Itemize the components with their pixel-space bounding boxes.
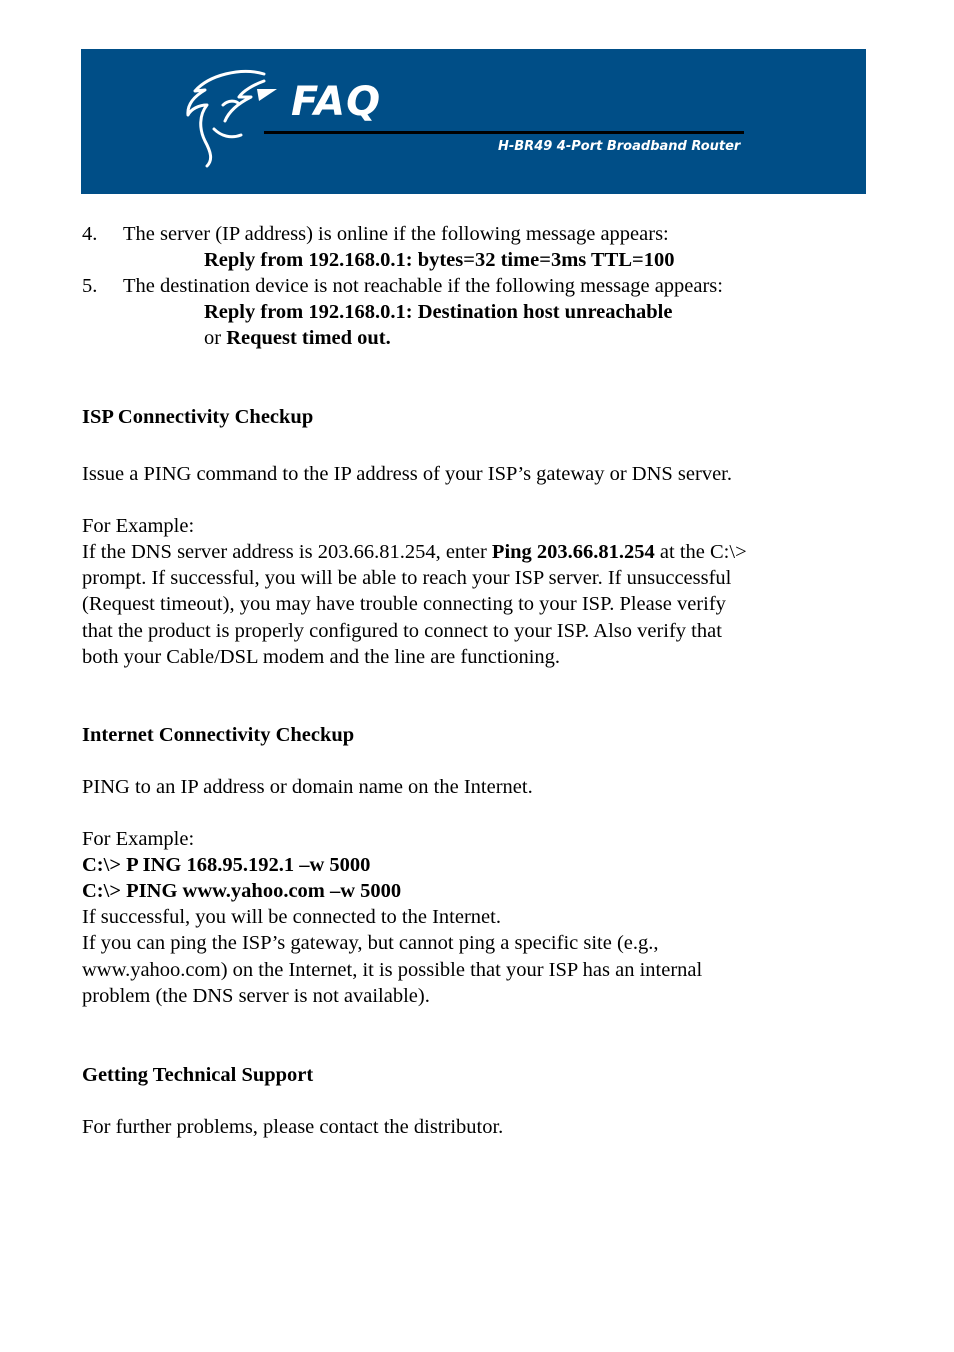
step-5-alternative (204, 326, 391, 350)
ping-domain-command: C:\> PING www.yahoo.com –w 5000 (82, 880, 402, 902)
step-4-number: 4. (82, 223, 98, 245)
isp-paragraph-line-1 (82, 540, 747, 564)
isp-paragraph-line-4: that the product is properly configured to connect to your ISP. Also verify that (82, 620, 722, 642)
isp-paragraph-line-2: prompt. If successful, you will be able to reach your ISP server. If unsuccessful (82, 567, 732, 589)
faq-banner (81, 49, 866, 194)
support-text: For further problems, please contact the distributor. (82, 1116, 504, 1138)
internet-paragraph-line-2: If you can ping the ISP’s gateway, but cannot ping a specific site (e.g., (82, 932, 659, 954)
internet-command-2 (82, 879, 401, 903)
banner-rule (264, 131, 744, 134)
internet-paragraph-line-1: If successful, you will be connected to the Internet. (82, 906, 501, 928)
isp-intro: Issue a PING command to the IP address of your ISP’s gateway or DNS server. (82, 463, 733, 485)
reply-unreachable-message: Reply from 192.168.0.1: Destination host unreachable (204, 301, 673, 323)
step-5-reply (204, 300, 672, 324)
step-5-number: 5. (82, 275, 98, 297)
or-text: or (204, 327, 227, 349)
ping-ip-command: C:\> P ING 168.95.192.1 –w 5000 (82, 854, 371, 876)
support-heading (82, 1063, 313, 1087)
step-4-text: The server (IP address) is online if the following message appears: (123, 223, 669, 245)
internet-heading-text: Internet Connectivity Checkup (82, 724, 355, 746)
internet-intro: PING to an IP address or domain name on the Internet. (82, 776, 533, 798)
internet-command-1 (82, 853, 370, 877)
internet-example-label: For Example: (82, 828, 195, 850)
isp-p1-post: at the C:\> (654, 541, 747, 563)
reply-success-message: Reply from 192.168.0.1: bytes=32 time=3ms TTL=100 (204, 249, 675, 271)
timeout-message: Request timed out. (226, 327, 391, 349)
isp-paragraph-line-5: both your Cable/DSL modem and the line are functioning. (82, 646, 561, 668)
step-4-reply (204, 248, 674, 272)
support-heading-text: Getting Technical Support (82, 1064, 314, 1086)
isp-heading (82, 405, 313, 429)
isp-paragraph-line-3: (Request timeout), you may have trouble connecting to your ISP. Please verify (82, 593, 726, 615)
eagle-head-icon (81, 49, 866, 194)
isp-example-label: For Example: (82, 515, 195, 537)
isp-ping-command: Ping 203.66.81.254 (491, 541, 655, 563)
banner-subtitle: H-BR49 4-Port Broadband Router (498, 139, 741, 154)
internet-paragraph-line-4: problem (the DNS server is not available). (82, 985, 430, 1007)
internet-paragraph-line-3: www.yahoo.com) on the Internet, it is possible that your ISP has an internal (82, 959, 703, 981)
step-5-text: The destination device is not reachable if the following message appears: (123, 275, 723, 297)
isp-heading-text: ISP Connectivity Checkup (82, 406, 314, 428)
isp-p1-pre: If the DNS server address is 203.66.81.254, enter (82, 541, 492, 563)
internet-heading (82, 723, 354, 747)
banner-title: FAQ (291, 79, 382, 125)
